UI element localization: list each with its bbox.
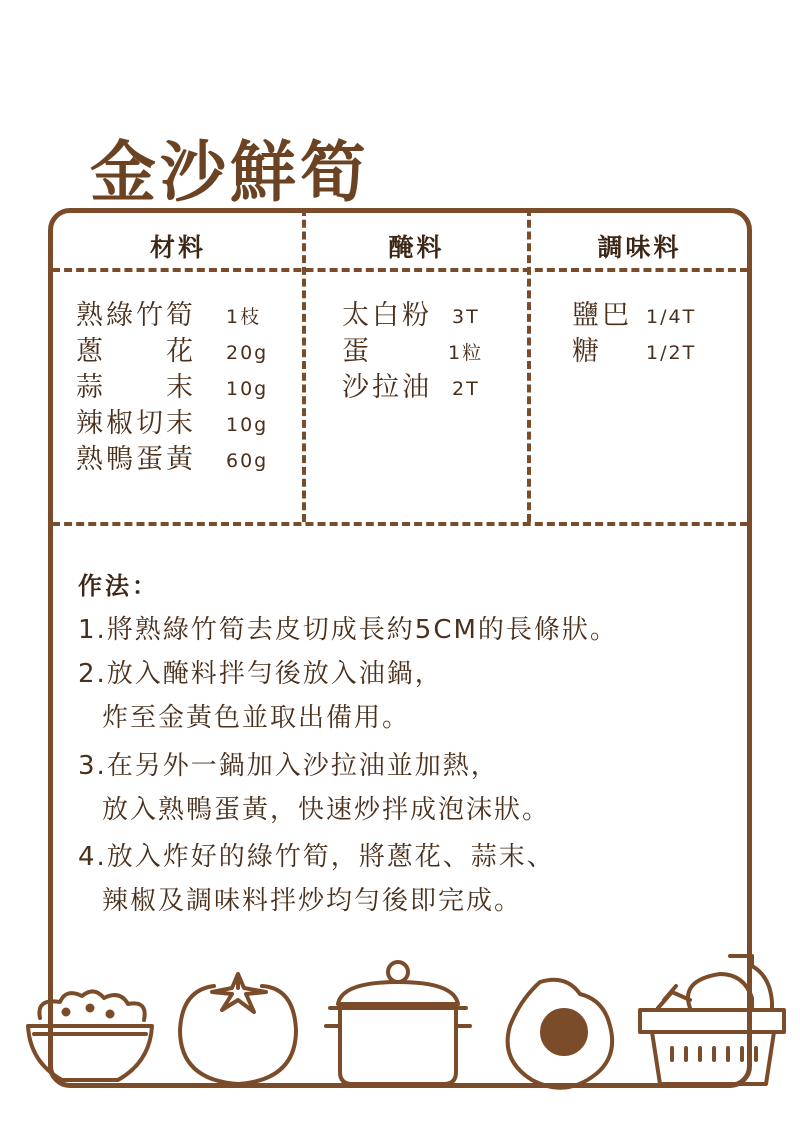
header-divider	[52, 268, 748, 272]
seasoning-name: 糖	[572, 336, 602, 367]
method-title: 作法：	[78, 572, 159, 600]
method-step: 放入熟鴨蛋黃，快速炒拌成泡沫狀。	[102, 795, 551, 825]
ingredient-name: 熟綠竹筍	[76, 300, 196, 331]
column-header-ingredients: 材料	[149, 233, 206, 262]
grocery-basket-icon	[640, 956, 784, 1084]
ingredient-qty: 10g	[226, 414, 269, 436]
seasoning-name: 鹽巴	[572, 300, 632, 331]
marinade-qty: 1粒	[448, 342, 484, 364]
pot-icon	[326, 962, 470, 1084]
ingredient-qty: 20g	[226, 342, 269, 364]
rice-bowl-icon	[28, 991, 152, 1080]
ingredient-name: 熟鴨蛋黃	[76, 444, 196, 475]
seasoning-qty: 1/4T	[646, 306, 697, 328]
kitchen-illustrations	[0, 930, 800, 1100]
marinade-name: 太白粉	[342, 300, 432, 331]
method-step: 2.放入醃料拌勻後放入油鍋，	[78, 659, 443, 689]
fried-egg-icon	[508, 980, 613, 1088]
ingredient-name: 蔥 花	[76, 336, 196, 367]
marinade-name: 蛋	[342, 336, 372, 367]
method-step: 炸至金黃色並取出備用。	[102, 703, 411, 733]
marinade-qty: 3T	[452, 306, 480, 328]
ingredient-qty: 1枝	[226, 306, 262, 328]
recipe-title: 金沙鮮筍	[90, 134, 370, 211]
method-step: 3.在另外一鍋加入沙拉油並加熱，	[78, 751, 499, 781]
marinade-name: 沙拉油	[342, 372, 432, 403]
column-header-seasoning: 調味料	[597, 233, 682, 262]
ingredient-name: 蒜 末	[76, 372, 196, 403]
section-divider	[52, 522, 748, 526]
marinade-qty: 2T	[452, 378, 480, 400]
method-step: 辣椒及調味料拌炒均勻後即完成。	[102, 886, 523, 916]
column-header-marinade: 醃料	[388, 233, 445, 262]
ingredient-name: 辣椒切末	[76, 408, 196, 439]
tomato-icon	[180, 974, 296, 1084]
method-step: 4.放入炸好的綠竹筍，將蔥花、蒜末、	[78, 842, 555, 872]
ingredient-qty: 60g	[226, 450, 269, 472]
ingredient-qty: 10g	[226, 378, 269, 400]
seasoning-qty: 1/2T	[646, 342, 697, 364]
method-step: 1.將熟綠竹筍去皮切成長約5CM的長條狀。	[78, 615, 618, 645]
